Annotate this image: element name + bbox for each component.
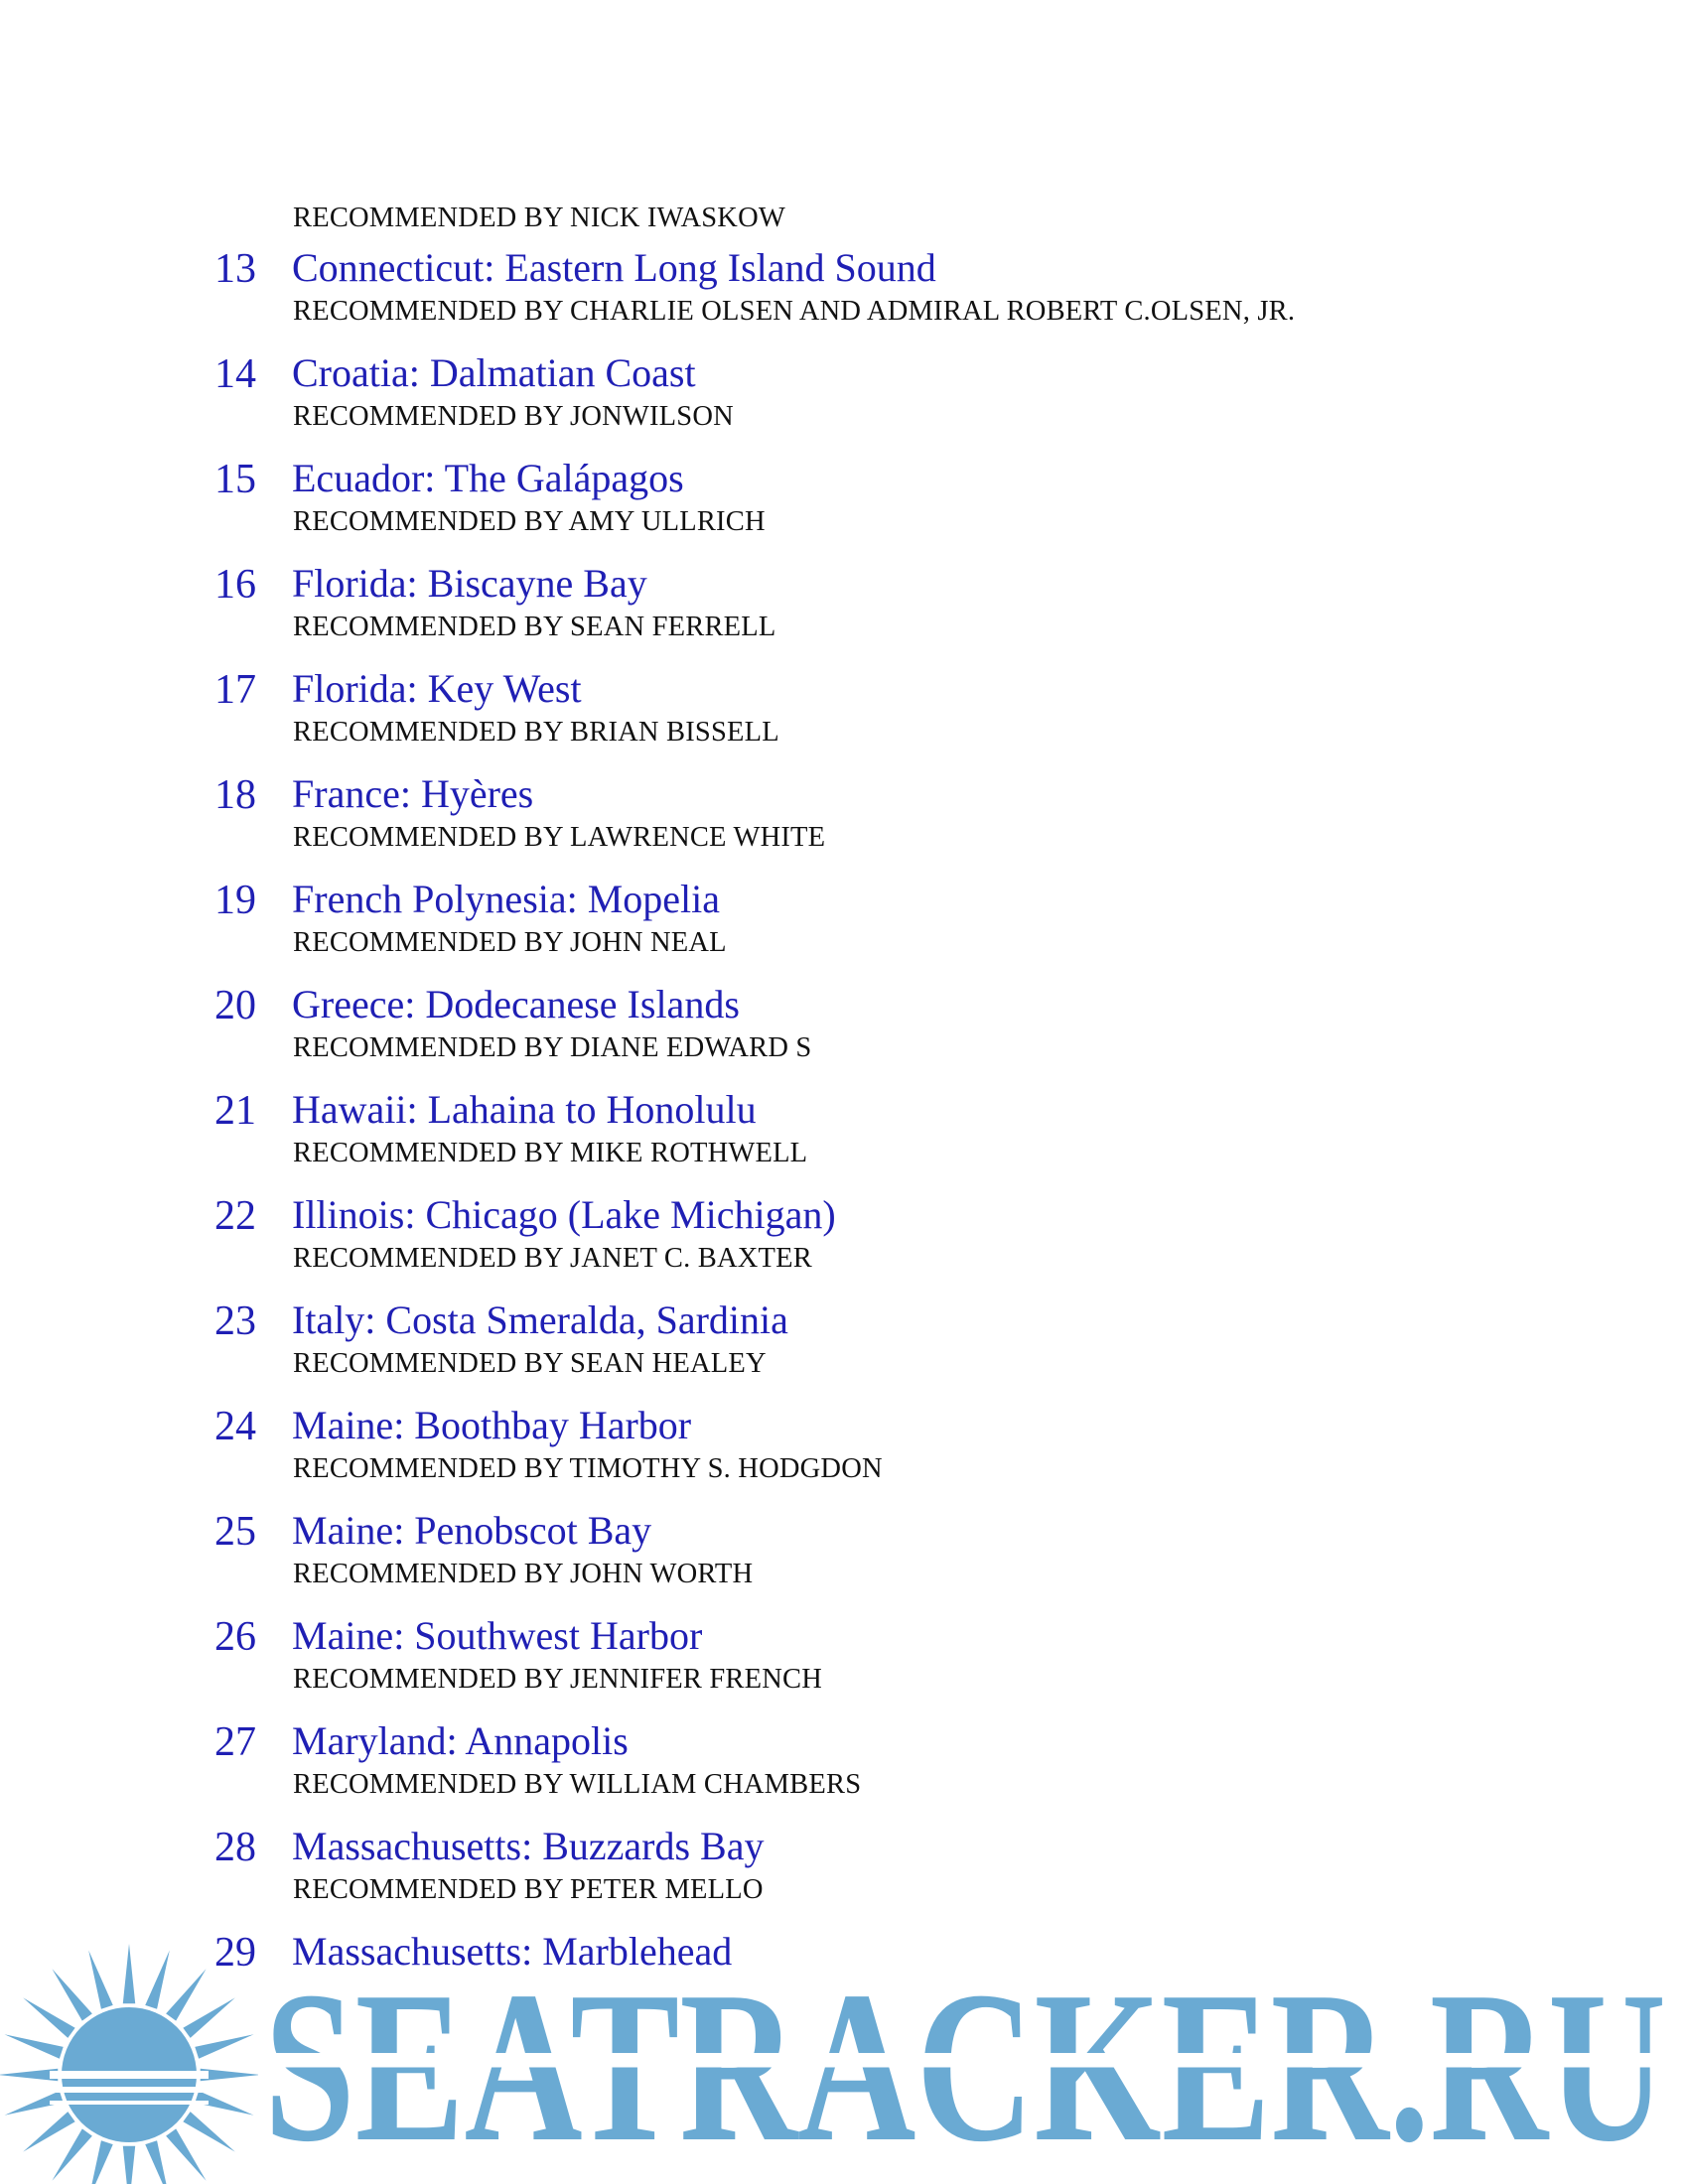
entry-recommended-by: RECOMMENDED BY JOHN NEAL: [293, 927, 727, 958]
entry-recommended-by: RECOMMENDED BY JOHN WORTH: [293, 1559, 754, 1589]
toc-entry[interactable]: [0, 350, 1688, 459]
entry-recommended-by: RECOMMENDED BY LAWRENCE WHITE: [293, 822, 826, 853]
toc-entry[interactable]: [0, 771, 1688, 880]
entry-title[interactable]: French Polynesia: Mopelia: [292, 877, 721, 921]
watermark-logo-text: [260, 1936, 1688, 2184]
toc-entry[interactable]: [0, 1297, 1688, 1406]
sun-icon: [0, 1936, 258, 2184]
toc-entry[interactable]: [0, 1192, 1688, 1300]
toc-entry[interactable]: [0, 456, 1688, 564]
entry-title[interactable]: Maine: Penobscot Bay: [292, 1508, 652, 1553]
entry-recommended-by: RECOMMENDED BY JANET C. BAXTER: [293, 1243, 812, 1274]
entry-number: 25: [214, 1509, 256, 1555]
entry-number: 24: [214, 1404, 256, 1449]
entry-title[interactable]: Massachusetts: Buzzards Bay: [292, 1824, 765, 1868]
entry-title[interactable]: Ecuador: The Galápagos: [292, 456, 684, 500]
toc-entry[interactable]: [0, 1824, 1688, 1932]
entry-recommended-by: RECOMMENDED BY MIKE ROTHWELL: [293, 1138, 808, 1168]
sun-ray: [195, 2034, 253, 2059]
sun-ray: [166, 2128, 206, 2180]
sun-ray: [183, 1997, 234, 2037]
toc-entry[interactable]: [0, 666, 1688, 774]
toc-entry[interactable]: [0, 561, 1688, 669]
entry-number: 13: [214, 246, 256, 292]
entry-recommended-by: RECOMMENDED BY WILLIAM CHAMBERS: [293, 1769, 862, 1800]
entry-number: 23: [214, 1298, 256, 1344]
sun-ray: [123, 2146, 135, 2184]
entry-title[interactable]: Illinois: Chicago (Lake Michigan): [292, 1192, 836, 1237]
entry-title[interactable]: Maine: Southwest Harbor: [292, 1613, 703, 1658]
entry-title[interactable]: Croatia: Dalmatian Coast: [292, 350, 696, 395]
sun-ray: [145, 1950, 170, 2008]
sun-ray: [23, 2112, 74, 2151]
entry-number: 26: [214, 1614, 256, 1660]
toc-entry[interactable]: [0, 1718, 1688, 1827]
toc-entry[interactable]: [0, 245, 1688, 353]
entry-recommended-by: RECOMMENDED BY SEAN HEALEY: [293, 1348, 767, 1379]
sun-ray: [4, 2034, 63, 2059]
toc-entry[interactable]: [0, 1613, 1688, 1721]
sun-ray: [52, 2128, 91, 2180]
entry-title[interactable]: Florida: Key West: [292, 666, 582, 711]
entry-recommended-by: RECOMMENDED BY AMY ULLRICH: [293, 506, 766, 537]
entry-number: 20: [214, 983, 256, 1028]
entry-title[interactable]: Florida: Biscayne Bay: [292, 561, 647, 606]
entry-title[interactable]: Connecticut: Eastern Long Island Sound: [292, 245, 936, 290]
entry-number: 28: [214, 1825, 256, 1870]
sun-ray: [23, 1997, 74, 2037]
sun-ray: [88, 1950, 113, 2008]
entry-number: 21: [214, 1088, 256, 1134]
watermark: [0, 1936, 1688, 2184]
sun-ray: [0, 2069, 58, 2081]
entry-recommended-by: RECOMMENDED BY JONWILSON: [293, 401, 734, 432]
entry-number: 14: [214, 351, 256, 397]
watermark-text: SEATRACKER.RU: [264, 1948, 1666, 2184]
toc-entry[interactable]: [0, 877, 1688, 985]
entry-recommended-by: RECOMMENDED BY DIANE EDWARD S: [293, 1032, 812, 1063]
toc-entry[interactable]: [0, 1403, 1688, 1511]
entry-title[interactable]: Maryland: Annapolis: [292, 1718, 629, 1763]
entry-title[interactable]: Massachusetts: Marblehead: [292, 1929, 733, 1974]
entry-recommended-by: RECOMMENDED BY SEAN FERRELL: [293, 612, 776, 642]
sun-ray: [145, 2140, 170, 2184]
toc-entry[interactable]: [0, 1508, 1688, 1616]
entry-title[interactable]: France: Hyères: [292, 771, 534, 816]
entry-recommended-by: RECOMMENDED BY JENNIFER FRENCH: [293, 1664, 823, 1695]
entry-number: 19: [214, 878, 256, 923]
entry-recommended-by: RECOMMENDED BY CHARLIE OLSEN AND ADMIRAL ROBERT C.OLSEN, JR.: [293, 296, 1296, 327]
entry-number: 18: [214, 772, 256, 818]
toc-entry[interactable]: [0, 1087, 1688, 1195]
sun-ray: [201, 2069, 258, 2081]
sun-ray: [88, 2140, 113, 2184]
toc-entry[interactable]: [0, 982, 1688, 1090]
entry-number: 17: [214, 667, 256, 713]
entry-recommended-by: RECOMMENDED BY PETER MELLO: [293, 1874, 764, 1905]
entry-title[interactable]: Hawaii: Lahaina to Honolulu: [292, 1087, 757, 1132]
sun-ray: [166, 1969, 206, 2020]
sun-ray: [183, 2112, 234, 2151]
entry-number: 15: [214, 457, 256, 502]
sun-ray: [52, 1969, 91, 2020]
entry-recommended-by: RECOMMENDED BY BRIAN BISSELL: [293, 717, 779, 748]
sun-ray: [123, 1944, 135, 2003]
entry-title[interactable]: Maine: Boothbay Harbor: [292, 1403, 692, 1447]
entry-number: 16: [214, 562, 256, 608]
entry-number: 27: [214, 1719, 256, 1765]
entry-title[interactable]: Greece: Dodecanese Islands: [292, 982, 740, 1026]
entry-number: 22: [214, 1193, 256, 1239]
entry-title[interactable]: Italy: Costa Smeralda, Sardinia: [292, 1297, 788, 1342]
entry-recommended-by: RECOMMENDED BY TIMOTHY S. HODGDON: [293, 1453, 883, 1484]
entry-number: 29: [214, 1930, 256, 1976]
intro-recommendation: RECOMMENDED BY NICK IWASKOW: [293, 203, 785, 233]
